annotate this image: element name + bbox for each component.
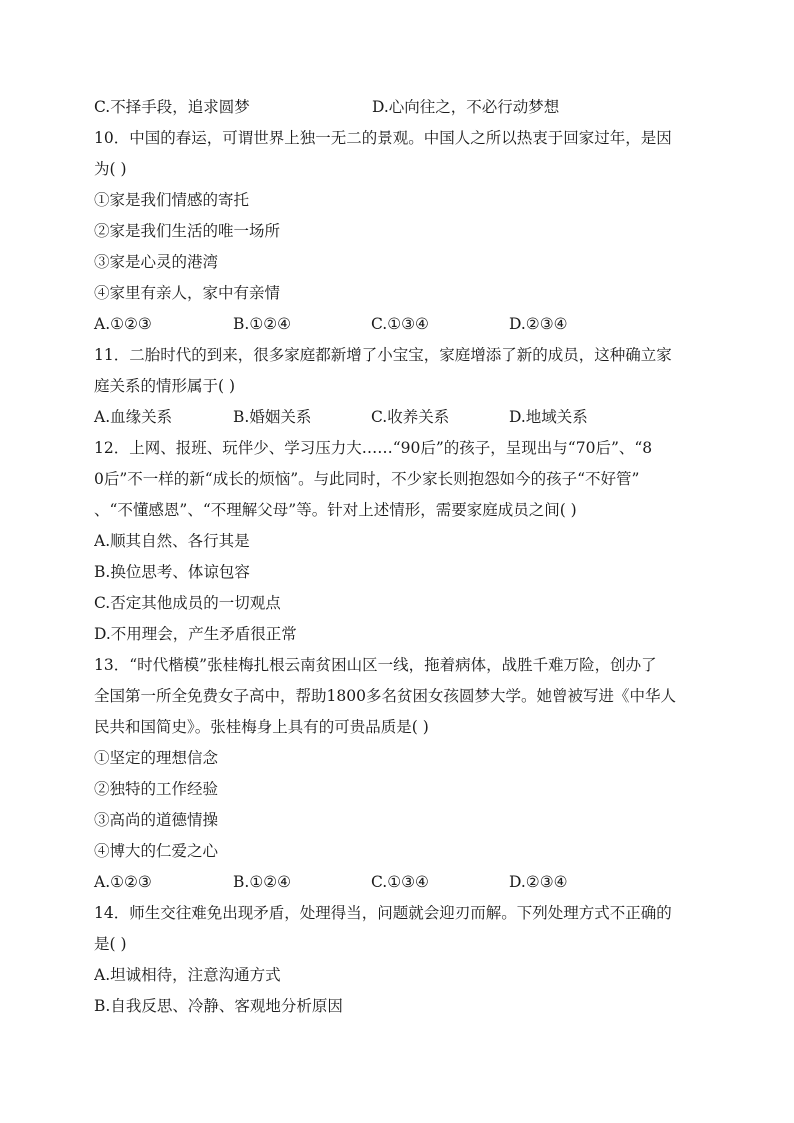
q12-stem-line-1: 12．上网、报班、玩伴少、学习压力大……“90后”的孩子，呈现出与“70后”、“8 — [94, 439, 653, 457]
q11-option-b: B.婚姻关系 — [233, 408, 312, 426]
q13-option-a: A.①②③ — [94, 873, 152, 891]
q12-stem-line-2: 0后”不一样的新“成长的烦恼”。与此同时，不少家长则抱怨如今的孩子“不好管” — [94, 470, 640, 488]
q13-statement-2: ②独特的工作经验 — [94, 780, 219, 798]
q10-statement-2: ②家是我们生活的唯一场所 — [94, 222, 281, 240]
q9-options — [94, 92, 704, 123]
q13-stem-line-3: 民共和国简史》。张桂梅身上具有的可贵品质是( ) — [94, 718, 429, 736]
q10-statement-1: ①家是我们情感的寄托 — [94, 191, 250, 209]
q14-stem-line-1: 14．师生交往难免出现矛盾，处理得当，问题就会迎刃而解。下列处理方式不正确的 — [94, 904, 672, 922]
q12-option-c: C.否定其他成员的一切观点 — [94, 594, 281, 612]
q11-options — [94, 402, 704, 433]
q12-option-d: D.不用理会，产生矛盾很正常 — [94, 625, 297, 643]
q14-stem-line-2: 是( ) — [94, 935, 127, 953]
q10-stem-line-1: 10．中国的春运，可谓世界上独一无二的景观。中国人之所以热衷于回家过年，是因 — [94, 129, 672, 147]
exam-page — [94, 92, 704, 1022]
q13-option-b: B.①②④ — [233, 873, 292, 891]
q10-option-b: B.①②④ — [233, 315, 292, 333]
q10-stem-line-2: 为( ) — [94, 160, 127, 178]
q13-option-c: C.①③④ — [371, 873, 429, 891]
q13-options — [94, 867, 704, 898]
q13-statement-1: ①坚定的理想信念 — [94, 749, 219, 767]
q10-statement-3: ③家是心灵的港湾 — [94, 253, 219, 271]
q12-stem-line-3: 、“不懂感恩”、“不理解父母”等。针对上述情形，需要家庭成员之间( ) — [94, 501, 577, 519]
q10-options — [94, 309, 704, 340]
q11-option-c: C.收养关系 — [371, 408, 450, 426]
q13-option-d: D.②③④ — [509, 873, 568, 891]
q13-stem-line-2: 全国第一所全免费女子高中，帮助1800多名贫困女孩圆梦大学。她曾被写进《中华人 — [94, 687, 676, 705]
q11-option-a: A.血缘关系 — [94, 408, 173, 426]
q9-option-c: C.不择手段，追求圆梦 — [94, 98, 250, 116]
q14-option-a: A.坦诚相待，注意沟通方式 — [94, 966, 281, 984]
q11-option-d: D.地域关系 — [509, 408, 588, 426]
q10-statement-4: ④家里有亲人，家中有亲情 — [94, 284, 281, 302]
q11-stem-line-2: 庭关系的情形属于( ) — [94, 377, 236, 395]
q12-option-b: B.换位思考、体谅包容 — [94, 563, 250, 581]
q14-option-b: B.自我反思、冷静、客观地分析原因 — [94, 997, 343, 1015]
q13-statement-4: ④博大的仁爱之心 — [94, 842, 219, 860]
q13-statement-3: ③高尚的道德情操 — [94, 811, 219, 829]
q12-option-a: A.顺其自然、各行其是 — [94, 532, 250, 550]
q10-option-a: A.①②③ — [94, 315, 152, 333]
q10-option-d: D.②③④ — [509, 315, 568, 333]
q13-stem-line-1: 13．“时代楷模”张桂梅扎根云南贫困山区一线，拖着病体，战胜千难万险，创办了 — [94, 656, 657, 674]
q11-stem-line-1: 11．二胎时代的到来，很多家庭都新增了小宝宝，家庭增添了新的成员，这种确立家 — [94, 346, 672, 364]
q10-option-c: C.①③④ — [371, 315, 429, 333]
q9-option-d: D.心向往之，不必行动梦想 — [372, 98, 560, 116]
